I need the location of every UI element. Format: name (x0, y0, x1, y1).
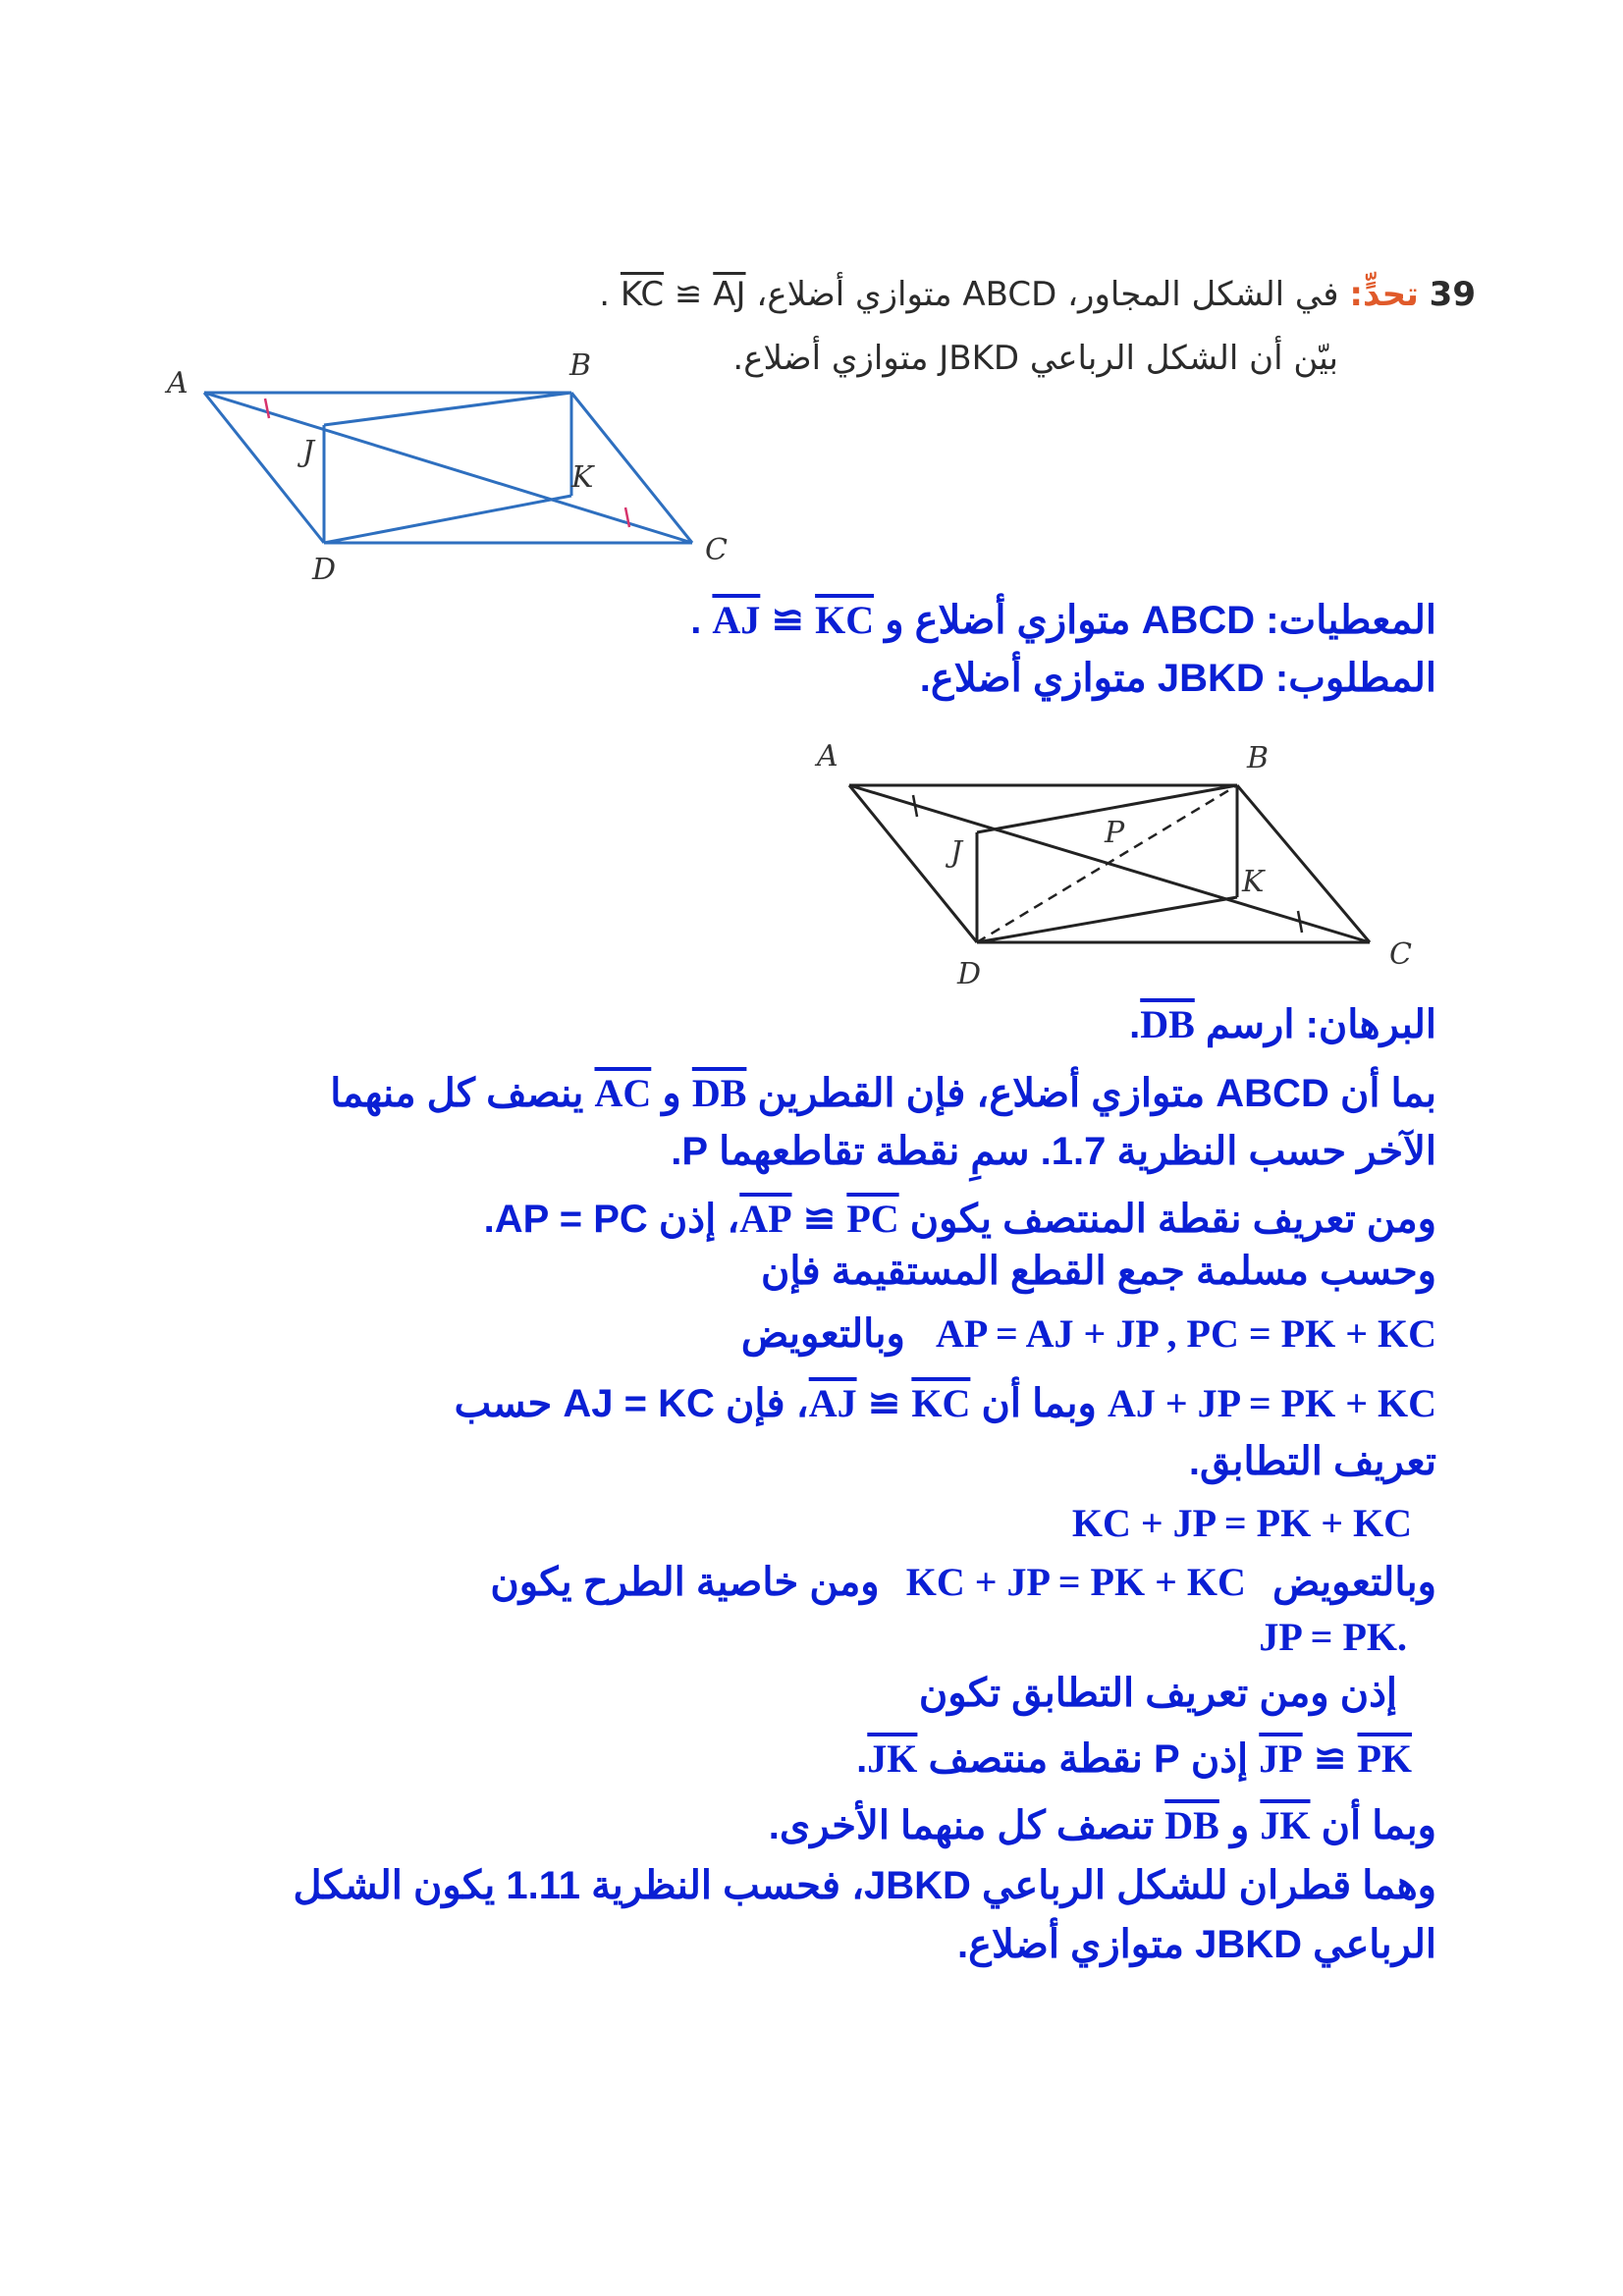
proof-line-def: تعريف التطابق. (1188, 1440, 1436, 1483)
proof-line-eq2: AJ + JP = PK + KC وبما أن $\overline{KC}$ ≅ $\overline{AJ}،$ فإن AJ = KC حسب (454, 1381, 1436, 1425)
proof-line-final-1: وهما قطران للشكل الرباعي JBKD، فحسب النظرية 1.11 يكون الشكل (293, 1864, 1436, 1907)
figure1-label-B: B (569, 353, 592, 383)
question-tag: تحدٍّ: (1349, 275, 1419, 314)
figure-parallelogram-2 (795, 726, 1453, 991)
solution-given: المعطيات: ABCD متوازي أضلاع و $\overline{KC}$ ≅ $\overline{AJ}$ . (690, 598, 1436, 642)
figure2-lines (849, 785, 1370, 942)
proof-line-eq1: AP = AJ + JP , PC = PK + KC وبالتعويض (740, 1311, 1436, 1356)
question-line-1 (599, 275, 1476, 314)
figure1-label-A: A (167, 366, 189, 400)
proof-line-final-2: الرباعي JBKD متوازي أضلاع. (957, 1923, 1436, 1966)
figure2-label-C: C (1389, 937, 1412, 972)
figure2-label-A: A (817, 739, 839, 774)
figure2-label-P: P (1105, 816, 1125, 850)
figure1-lines (204, 393, 692, 543)
figure1-label-D: D (312, 553, 337, 587)
figure2-label-B: B (1247, 741, 1270, 775)
question-line-2: بيّن أن الشكل الرباعي JBKD متوازي أضلاع. (732, 339, 1338, 378)
proof-line-midpoint: ومن تعريف نقطة المنتصف يكون $\overline{PC}$ ≅ $\overline{AP}،$ إذن AP = PC. (483, 1197, 1436, 1241)
proof-draw: البرهان: ارسم $\overline{DB}$. (1129, 1002, 1436, 1046)
proof-line-then: إذن ومن تعريف التطابق تكون (918, 1672, 1397, 1715)
figure-parallelogram-1 (147, 353, 736, 609)
solution-required: المطلوب: JBKD متوازي أضلاع. (919, 657, 1436, 700)
figure2-label-J: J (950, 835, 963, 870)
proof-line-sub: وبالتعويض KC + JP = PK + KC ومن خاصية الطرح يكون (490, 1560, 1436, 1604)
figure2-label-D: D (957, 957, 982, 991)
question-number: 39 (1429, 275, 1476, 314)
figure2-label-K: K (1242, 865, 1265, 899)
proof-line-eq3: KC + JP = PK + KC (1071, 1501, 1412, 1545)
figure1-label-K: K (571, 460, 594, 495)
proof-line-jp: .JP = PK (1259, 1615, 1407, 1659)
figure1-label-C: C (705, 533, 728, 567)
proof-line-theorem: الآخر حسب النظرية 1.7. سمِ نقطة تقاطعهما P. (671, 1130, 1436, 1173)
proof-line-bisect: وبما أن $\overline{JK}$ و $\overline{DB}$ تنصف كل منهما الأخرى. (768, 1803, 1436, 1847)
proof-line-since: بما أن ABCD متوازي أضلاع، فإن القطرين $\overline{DB}$ و $\overline{AC}$ ينصف كل منهما (330, 1071, 1436, 1115)
figure1-label-J: J (302, 435, 315, 469)
proof-line-cong: $\overline{PK}$ ≅ $\overline{JP}$ إذن P نقطة منتصف $\overline{JK}$. (856, 1736, 1412, 1781)
question-text-1: في الشكل المجاور، ABCD متوازي أضلاع، $\overline{AJ}$ ≅ $\overline{KC}$ . (599, 275, 1339, 314)
proof-line-postulate: وحسب مسلمة جمع القطع المستقيمة فإن (760, 1250, 1436, 1293)
